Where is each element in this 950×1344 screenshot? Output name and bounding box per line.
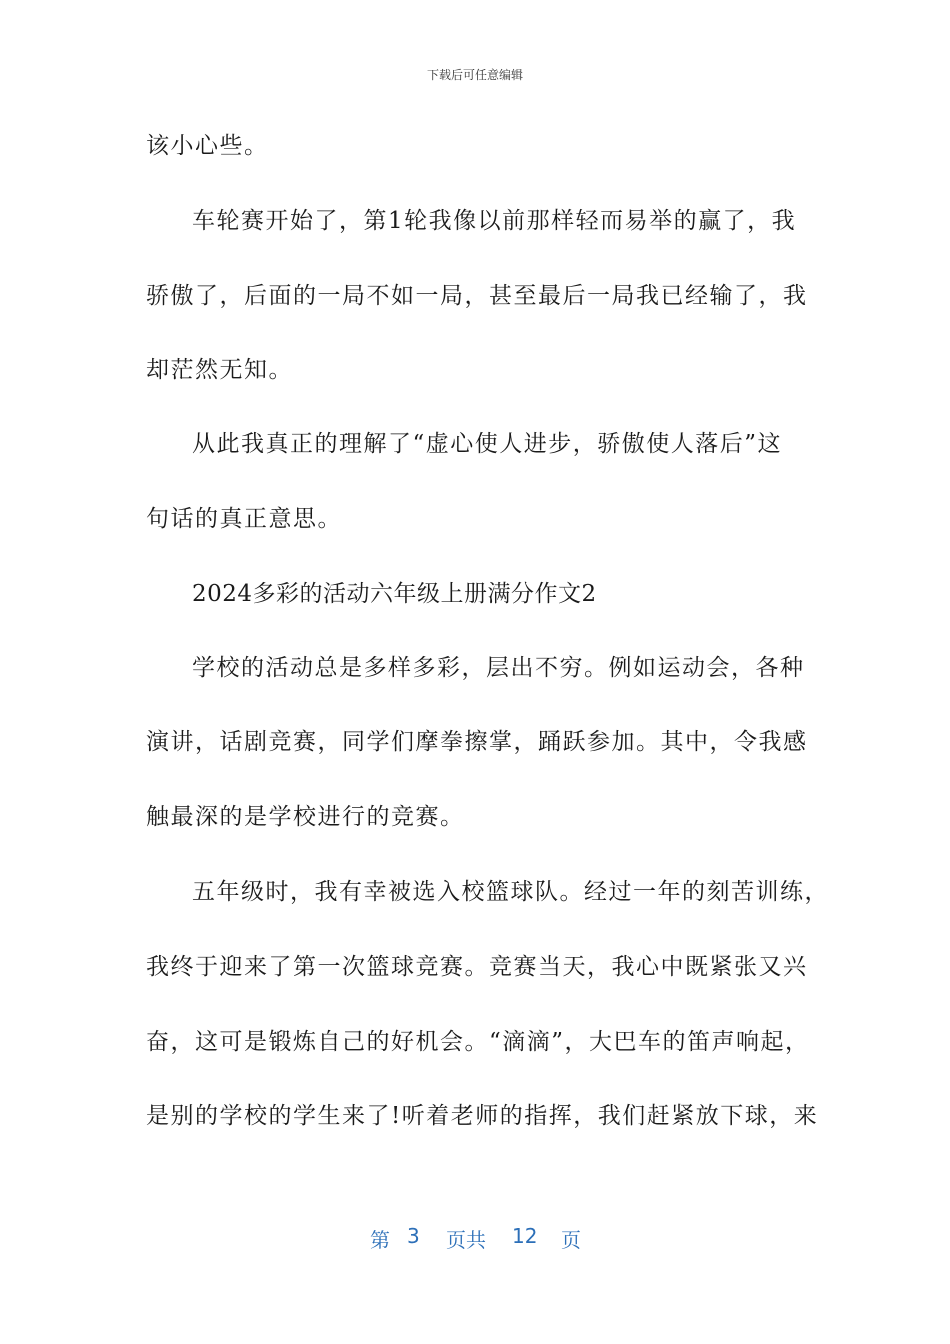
footer-suffix: 页 [561,1228,581,1252]
paragraph-line: 句话的真正意思。 [146,506,342,532]
section-heading: 2024多彩的活动六年级上册满分作文2 [192,581,597,607]
footer-middle: 页共 [446,1228,486,1252]
paragraph-line: 骄傲了，后面的一局不如一局，甚至最后一局我已经输了，我 [146,283,808,309]
footer-current-page: 3 [407,1224,420,1248]
footer-total-pages: 12 [512,1224,538,1248]
footer-prefix: 第 [370,1228,390,1252]
paragraph-line: 车轮赛开始了，第1轮我像以前那样轻而易举的赢了，我 [192,208,797,234]
paragraph-line: 学校的活动总是多样多彩，层出不穷。例如运动会，各种 [192,655,805,681]
paragraph-line: 却茫然无知。 [146,357,293,383]
paragraph-line: 触最深的是学校进行的竞赛。 [146,804,465,830]
paragraph-line: 是别的学校的学生来了!听着老师的指挥，我们赶紧放下球，来 [146,1103,819,1129]
paragraph-line: 该小心些。 [146,133,269,159]
paragraph-line: 我终于迎来了第一次篮球竞赛。竞赛当天，我心中既紧张又兴 [146,954,808,980]
paragraph-line: 演讲，话剧竞赛，同学们摩拳擦掌，踊跃参加。其中，令我感 [146,729,808,755]
page-footer [0,1224,950,1254]
paragraph-line: 五年级时，我有幸被选入校篮球队。经过一年的刻苦训练， [192,879,829,905]
paragraph-line: 奋，这可是锻炼自己的好机会。“滴滴”，大巴车的笛声响起， [146,1029,810,1055]
paragraph-line: 从此我真正的理解了“虚心使人进步，骄傲使人落后”这 [192,431,783,457]
page-header-note: 下载后可任意编辑 [426,68,523,82]
